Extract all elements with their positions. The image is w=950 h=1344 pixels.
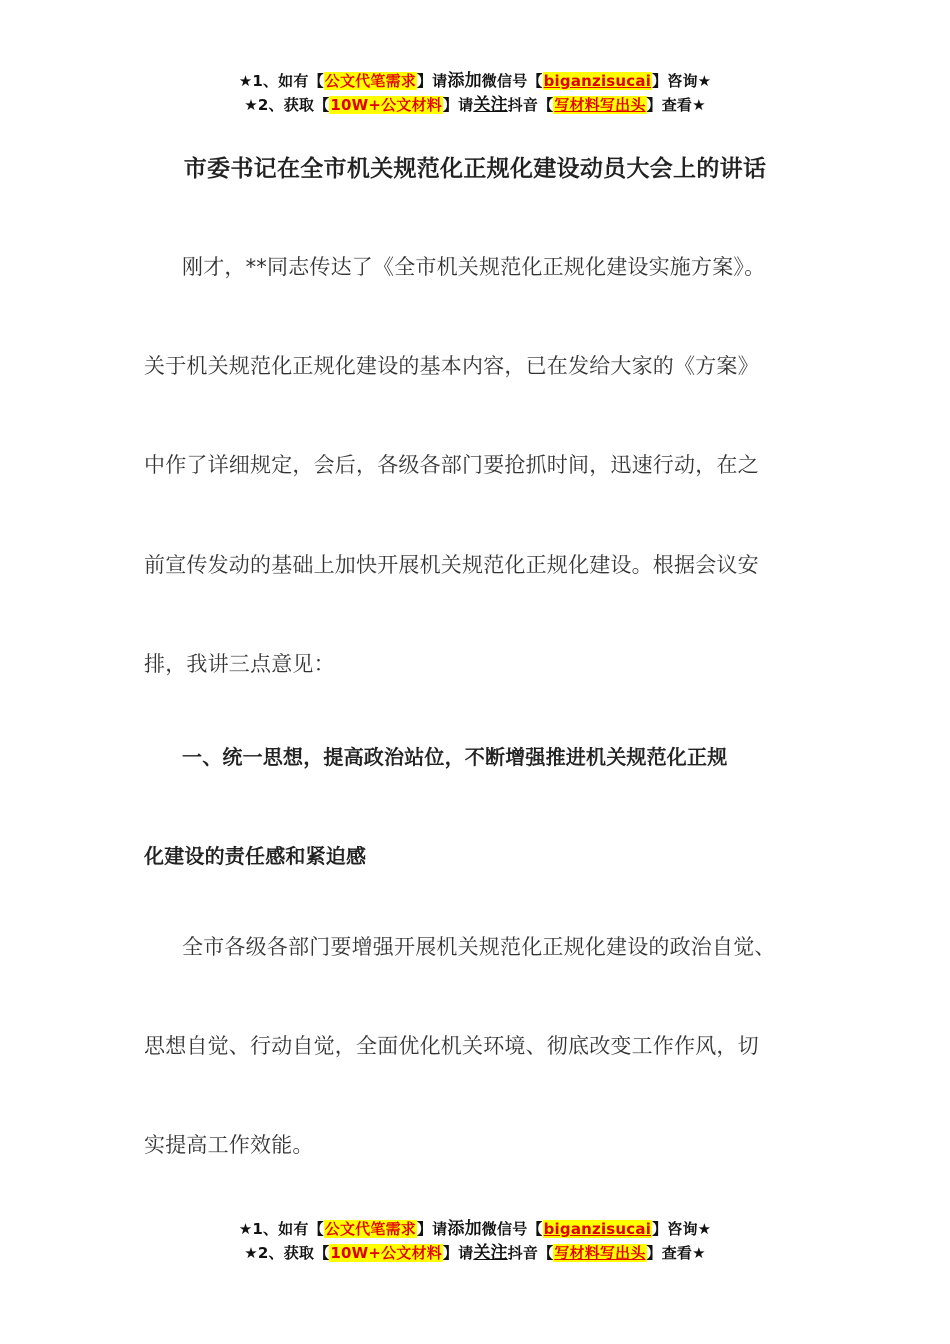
highlight-service: 公文代笔需求	[324, 72, 416, 90]
paragraph-line: 排，我讲三点意见：	[144, 652, 335, 676]
header-banner	[0, 69, 950, 117]
paragraph-line: 实提高工作效能。	[144, 1133, 314, 1157]
paragraph-line: 前宣传发动的基础上加快开展机关规范化正规化建设。根据会议安	[144, 553, 759, 577]
highlight-service: 公文代笔需求	[324, 1220, 416, 1238]
paragraph-line: 刚才，**同志传达了《全市机关规范化正规化建设实施方案》。	[182, 255, 766, 279]
emphasis-text: 关注	[473, 1243, 508, 1263]
emphasis-text: 添加	[447, 1219, 482, 1239]
banner-text: 】查看★	[646, 96, 706, 114]
banner-line-2	[0, 93, 950, 117]
banner-text: 抖音【	[507, 96, 554, 114]
banner-text: ★1、如有【	[238, 72, 324, 90]
banner-text: 】请	[416, 72, 448, 90]
paragraph-line: 思想自觉、行动自觉，全面优化机关环境、彻底改变工作作风，切	[144, 1034, 759, 1058]
banner-text: ★2、获取【	[244, 1244, 330, 1262]
banner-text: 】请	[442, 1244, 474, 1262]
highlight-douyin-account: 写材料写出头	[554, 1244, 646, 1262]
footer-banner	[0, 1217, 950, 1265]
banner-text: 微信号【	[481, 1220, 543, 1238]
highlight-materials: 10W+公文材料	[330, 1244, 442, 1262]
banner-text: 】请	[442, 96, 474, 114]
banner-line-2	[0, 1241, 950, 1265]
banner-text: 】请	[416, 1220, 448, 1238]
banner-line-1	[0, 1217, 950, 1241]
highlight-materials: 10W+公文材料	[330, 96, 442, 114]
highlight-wechat-id: biganzisucai	[543, 1220, 652, 1238]
banner-text: 微信号【	[481, 72, 543, 90]
section-heading: 化建设的责任感和紧迫感	[144, 844, 367, 868]
banner-text: 抖音【	[507, 1244, 554, 1262]
banner-text: ★1、如有【	[238, 1220, 324, 1238]
banner-text: 】咨询★	[652, 72, 712, 90]
paragraph-line: 全市各级各部门要增强开展机关规范化正规化建设的政治自觉、	[182, 935, 776, 959]
section-heading: 一、统一思想，提高政治站位，不断增强推进机关规范化正规	[182, 745, 728, 769]
highlight-wechat-id: biganzisucai	[543, 72, 652, 90]
document-title: 市委书记在全市机关规范化正规化建设动员大会上的讲话	[183, 156, 767, 182]
emphasis-text: 关注	[473, 95, 508, 115]
paragraph-line: 中作了详细规定，会后，各级各部门要抢抓时间，迅速行动，在之	[144, 453, 759, 477]
paragraph-line: 关于机关规范化正规化建设的基本内容，已在发给大家的《方案》	[144, 354, 759, 378]
highlight-douyin-account: 写材料写出头	[554, 96, 646, 114]
banner-text: 】咨询★	[652, 1220, 712, 1238]
banner-text: ★2、获取【	[244, 96, 330, 114]
banner-line-1	[0, 69, 950, 93]
emphasis-text: 添加	[447, 71, 482, 91]
banner-text: 】查看★	[646, 1244, 706, 1262]
